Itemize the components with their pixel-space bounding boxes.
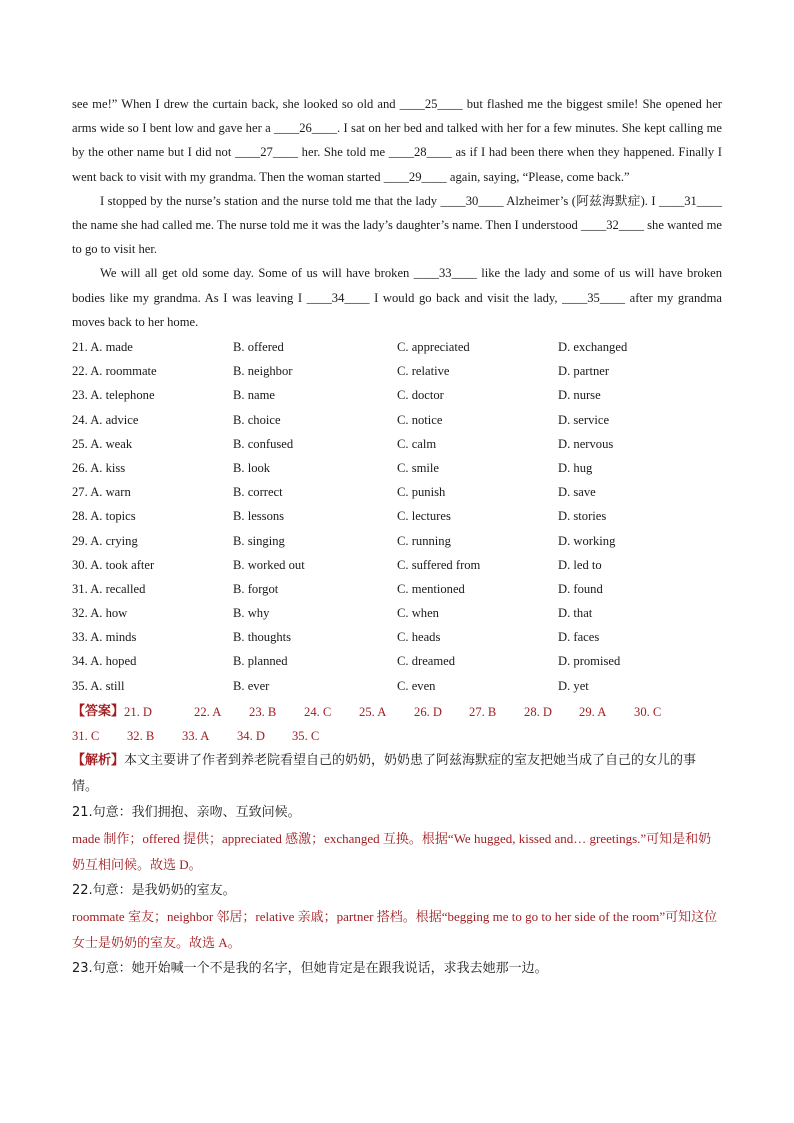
option-c: C. dreamed xyxy=(397,654,456,669)
option-c: C. smile xyxy=(397,460,439,475)
option-d: D. found xyxy=(558,581,603,596)
option-b: B. ever xyxy=(233,678,270,693)
option-d: D. service xyxy=(558,412,610,427)
option-d: D. partner xyxy=(558,364,610,379)
option-b: B. choice xyxy=(233,412,281,427)
answer-item: 33. A xyxy=(182,729,210,744)
option-b: B. confused xyxy=(233,436,294,451)
option-row xyxy=(72,408,722,432)
answer-item: 30. C xyxy=(634,704,662,719)
answer-item: 22. A xyxy=(194,704,222,719)
option-row xyxy=(72,359,722,383)
option-a: 27. A. warn xyxy=(72,485,131,500)
answer-item: 31. C xyxy=(72,729,100,744)
document-page xyxy=(72,92,722,982)
option-row xyxy=(72,432,722,456)
option-a: 33. A. minds xyxy=(72,630,137,645)
option-b: B. correct xyxy=(233,485,283,500)
analysis-text: 本文主要讲了作者到养老院看望自己的奶奶，奶奶患了阿兹海默症的室友把她当成了自己的女儿的事情。 xyxy=(72,753,697,795)
analysis-label: 【解析】 xyxy=(72,753,125,769)
q22-meaning: 22.句意：是我奶奶的室友。 xyxy=(72,883,236,899)
option-d: D. stories xyxy=(558,509,607,524)
option-d: D. exchanged xyxy=(558,340,628,355)
option-b: B. lessons xyxy=(233,509,285,524)
passage-paragraph-3: We will all get old some day. Some of us will have broken ____33____ like the lady and some of us will have broken bodies like my grandma. As I was leaving I ____34____ I would go back and visit the lady, ____35____ after my grandma moves back to her home. xyxy=(72,266,722,329)
option-d: D. save xyxy=(558,485,596,500)
option-b: B. look xyxy=(233,460,271,475)
option-a: 32. A. how xyxy=(72,606,128,621)
option-a: 23. A. telephone xyxy=(72,388,155,403)
option-row xyxy=(72,577,722,601)
option-a: 22. A. roommate xyxy=(72,364,157,379)
option-a: 34. A. hoped xyxy=(72,654,137,669)
option-c: C. running xyxy=(397,533,451,548)
answer-label: 【答案】 xyxy=(72,703,125,719)
option-a: 21. A. made xyxy=(72,340,133,355)
option-b: B. name xyxy=(233,388,275,403)
option-a: 31. A. recalled xyxy=(72,581,146,596)
option-a: 30. A. took after xyxy=(72,557,155,572)
answer-item: 27. B xyxy=(469,704,497,719)
option-c: C. lectures xyxy=(397,509,451,524)
answer-item: 23. B xyxy=(249,704,277,719)
option-d: D. nervous xyxy=(558,436,614,451)
option-row xyxy=(72,553,722,577)
answer-item: 26. D xyxy=(414,704,443,719)
option-d: D. promised xyxy=(558,654,621,669)
option-row xyxy=(72,383,722,407)
option-a: 26. A. kiss xyxy=(72,460,126,475)
option-row xyxy=(72,480,722,504)
options-table xyxy=(72,335,722,698)
q21-meaning: 21.句意：我们拥抱、亲吻、互致问候。 xyxy=(72,805,301,821)
option-c: C. doctor xyxy=(397,388,444,403)
answer-item: 29. A xyxy=(579,704,607,719)
option-c: C. calm xyxy=(397,436,437,451)
option-c: C. even xyxy=(397,678,436,693)
option-b: B. planned xyxy=(233,654,288,669)
option-c: C. suffered from xyxy=(397,557,481,572)
option-b: B. forgot xyxy=(233,581,279,596)
q21-explanation: made 制作；offered 提供；appreciated 感激；exchanged 互换。根据“We hugged, kissed and… greetings.”可知是和奶奶互相问候。故选 D。 xyxy=(72,831,712,873)
answer-key xyxy=(72,700,722,748)
q23-meaning: 23.句意：她开始喊一个不是我的名字，但她肯定是在跟我说话，求我去她那一边。 xyxy=(72,961,548,977)
option-row xyxy=(72,601,722,625)
option-c: C. notice xyxy=(397,412,443,427)
option-b: B. worked out xyxy=(233,557,305,572)
answer-item: 34. D xyxy=(237,729,265,744)
option-c: C. mentioned xyxy=(397,581,465,596)
option-row xyxy=(72,335,722,359)
option-d: D. yet xyxy=(558,678,589,693)
option-d: D. working xyxy=(558,533,616,548)
answer-item: 32. B xyxy=(127,729,155,744)
passage-paragraph-1: see me!” When I drew the curtain back, she looked so old and ____25____ but flashed me the biggest smile! She opened her arms wide so I bent low and gave her a ____26____. I sat on her bed and talked with her for a few minutes. She kept calling me by the other name but I did not ____27____ her. She told me ____28____ as if I had been there when they happened. Finally I went back to visit with my grandma. Then the woman started ____29____ again, saying, “Please, come back.” xyxy=(72,97,722,184)
passage-paragraph-2: I stopped by the nurse’s station and the nurse told me that the lady ____30____ Alzheimer’s (阿兹海默症). I ____31____ the name she had called me. The nurse told me it was the lady’s daughter’s name. Then I understood ____32____ she wanted me to go to visit her. xyxy=(72,193,722,257)
option-row xyxy=(72,649,722,673)
option-row xyxy=(72,504,722,528)
answer-item: 28. D xyxy=(524,704,553,719)
analysis-summary xyxy=(72,748,722,800)
answer-row-1 xyxy=(72,700,722,724)
answer-item: 24. C xyxy=(304,704,332,719)
option-d: D. led to xyxy=(558,557,602,572)
option-b: B. singing xyxy=(233,533,285,548)
option-row xyxy=(72,529,722,553)
option-row xyxy=(72,456,722,480)
option-c: C. appreciated xyxy=(397,340,470,355)
option-c: C. punish xyxy=(397,485,446,500)
option-c: C. when xyxy=(397,606,439,621)
q22-explanation: roommate 室友；neighbor 邻居；relative 亲戚；partner 搭档。根据“begging me to go to her side of the room”可知这位女士是奶奶的室友。故选 A。 xyxy=(72,909,718,951)
option-a: 25. A. weak xyxy=(72,436,133,451)
option-d: D. nurse xyxy=(558,388,601,403)
answer-item: 35. C xyxy=(292,729,320,744)
option-a: 35. A. still xyxy=(72,678,125,693)
option-a: 28. A. topics xyxy=(72,509,136,524)
option-d: D. faces xyxy=(558,630,600,645)
answer-row-2 xyxy=(72,724,722,748)
option-d: D. hug xyxy=(558,460,593,475)
option-b: B. thoughts xyxy=(233,630,292,645)
option-a: 24. A. advice xyxy=(72,412,139,427)
answer-item: 21. D xyxy=(124,704,153,719)
option-row xyxy=(72,625,722,649)
option-c: C. heads xyxy=(397,630,441,645)
option-a: 29. A. crying xyxy=(72,533,138,548)
option-c: C. relative xyxy=(397,364,450,379)
option-b: B. neighbor xyxy=(233,364,293,379)
answer-item: 25. A xyxy=(359,704,387,719)
option-b: B. offered xyxy=(233,340,284,355)
option-d: D. that xyxy=(558,606,593,621)
option-row xyxy=(72,674,722,698)
option-b: B. why xyxy=(233,606,270,621)
